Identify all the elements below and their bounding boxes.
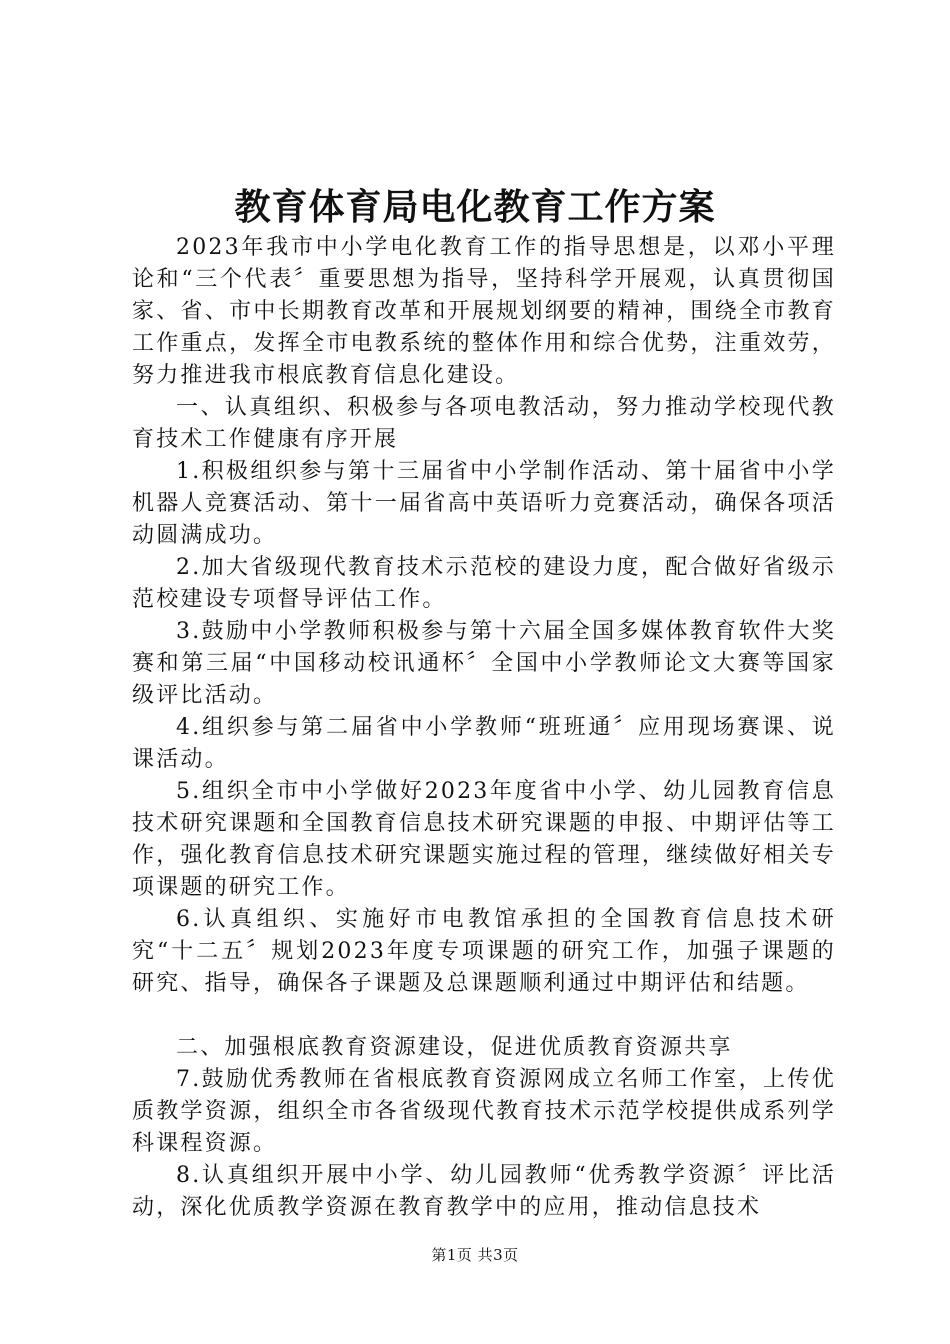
section-heading-1: 一、认真组织、积极参与各项电教活动，努力推动学校现代教育技术工作健康有序开展 bbox=[132, 395, 836, 452]
paragraph-item-2: 2.加大省级现代教育技术示范校的建设力度，配合做好省级示范校建设专项督导评估工作。 bbox=[132, 555, 836, 612]
paragraph-item-6: 6.认真组织、实施好市电教馆承担的全国教育信息技术研究“十二五〞规划2023年度专项课题的研究工作，加强子课题的研究、指导，确保各子课题及总课题顺利通过中期评估和结题。 bbox=[132, 907, 836, 996]
document-body bbox=[132, 232, 836, 1224]
document-title: 教育体育局电化教育工作方案 bbox=[234, 187, 716, 228]
page-number-footer: 第1页 共3页 bbox=[431, 1246, 519, 1264]
paragraph-item-3: 3.鼓励中小学教师积极参与第十六届全国多媒体教育软件大奖赛和第三届“中国移动校讯通杯〞全国中小学教师论文大赛等国家级评比活动。 bbox=[132, 619, 836, 708]
paragraph-item-1: 1.积极组织参与第十三届省中小学制作活动、第十届省中小学机器人竞赛活动、第十一届省高中英语听力竞赛活动，确保各项活动圆满成功。 bbox=[132, 459, 836, 548]
section-heading-2: 二、加强根底教育资源建设，促进优质教育资源共享 bbox=[176, 1035, 733, 1060]
paragraph-item-7: 7.鼓励优秀教师在省根底教育资源网成立名师工作室，上传优质教学资源，组织全市各省级现代教育技术示范学校提供成系列学科课程资源。 bbox=[132, 1067, 836, 1156]
paragraph-item-5: 5.组织全市中小学做好2023年度省中小学、幼儿园教育信息技术研究课题和全国教育信息技术研究课题的申报、中期评估等工作，强化教育信息技术研究课题实施过程的管理，继续做好相关专项课题的研究工作。 bbox=[132, 779, 836, 900]
paragraph-item-8: 8.认真组织开展中小学、幼儿园教师“优秀教学资源〞评比活动，深化优质教学资源在教育教学中的应用，推动信息技术 bbox=[132, 1163, 836, 1220]
paragraph-guiding-ideology: 2023年我市中小学电化教育工作的指导思想是，以邓小平理论和“三个代表〞重要思想为指导，坚持科学开展观，认真贯彻国家、省、市中长期教育改革和开展规划纲要的精神，围绕全市教育工作重点，发挥全市电教系统的整体作用和综合优势，注重效劳，努力推进我市根底教育信息化建设。 bbox=[132, 235, 836, 388]
paragraph-item-4: 4.组织参与第二届省中小学教师“班班通〞应用现场赛课、说课活动。 bbox=[132, 715, 836, 772]
